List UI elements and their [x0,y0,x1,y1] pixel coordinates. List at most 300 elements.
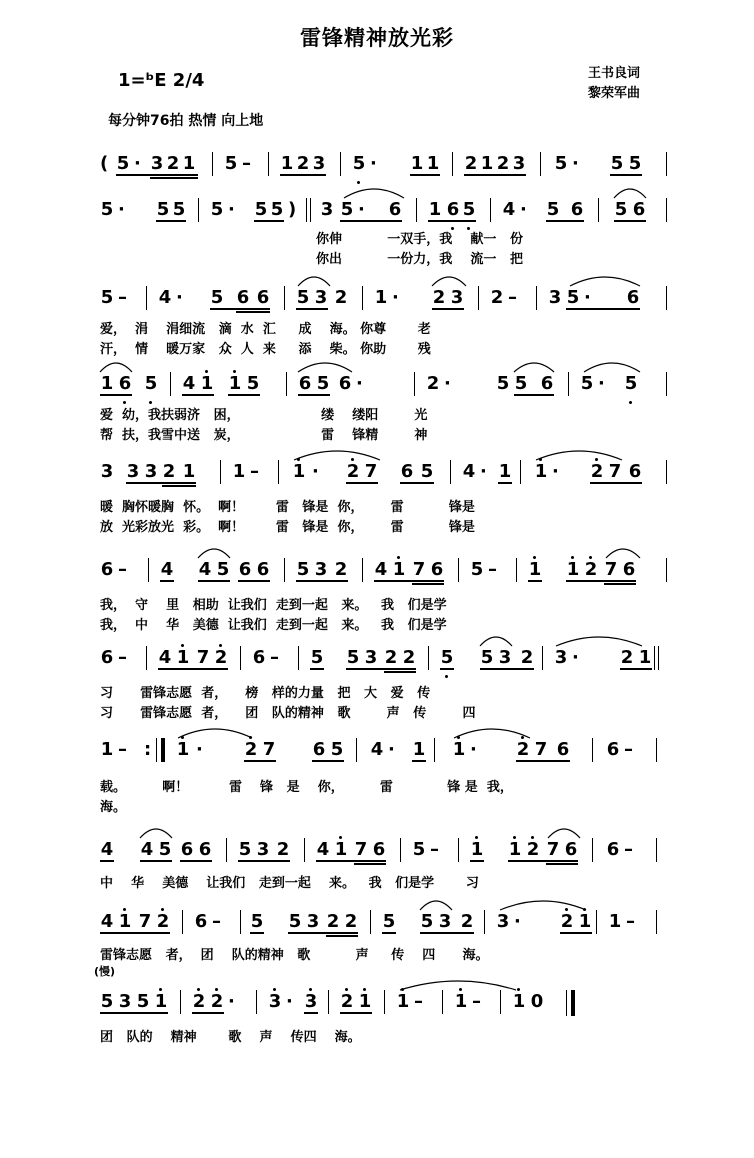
underline-eighth [620,668,652,670]
slur [298,277,330,286]
lyric-line: 放 光彩放光 彩。 啊！ 雷 锋是 你， 雷 锋是 [100,520,475,535]
note: 2 [590,461,604,482]
note: 4 [140,839,154,860]
note: 5 [156,199,170,220]
note: 5 [250,911,264,932]
bar-line [568,372,569,396]
note: 5 [546,199,560,220]
note: 6 [236,287,250,308]
note: 5 [382,911,396,932]
note: 5 [316,373,330,394]
note: 6 [198,839,212,860]
note: 2 [490,287,504,308]
note: 2 [214,647,228,668]
dash-mark: – [212,911,221,932]
bar-line [500,990,501,1014]
note: 7 [196,647,210,668]
note: 5 [462,199,476,220]
dot-mark: · [584,287,591,308]
note: 5 [136,991,150,1012]
bar-line [516,558,517,582]
note: 5 [116,153,130,174]
underline-sixteenth [326,935,358,937]
note: 1 [428,199,442,220]
note: 1 [426,153,440,174]
lyric-line: 习 雷锋志愿 者， 团 队的精神 歌 声 传 四 [100,706,476,721]
note: 7 [138,911,152,932]
note: 6 [180,839,194,860]
underline-eighth [412,760,426,762]
underline-eighth [100,394,132,396]
bar-line [666,460,667,484]
lyric-line: 你伸 一双手，我 献一 份 [316,232,523,247]
underline-eighth [480,668,534,670]
notation-row [0,734,754,774]
bar-line [592,838,593,862]
dot-mark: · [470,739,477,760]
bar-line [416,198,417,222]
dot-mark: · [358,199,365,220]
note: 5 [628,153,642,174]
note: 4 [198,559,212,580]
note: 2 [156,911,170,932]
bar-line [240,910,241,934]
bar-line [148,558,149,582]
slur [178,729,252,738]
dot-mark: · [286,991,293,1012]
bar-line [656,738,657,762]
bar-line [656,838,657,862]
underline-eighth [340,1012,372,1014]
slur [420,901,452,910]
bar-line [146,286,147,310]
note: 1 [396,991,410,1012]
note: 3 [512,153,526,174]
note: 6 [252,647,266,668]
underline-eighth [432,308,464,310]
note: 1 [100,373,114,394]
note: 1 [454,991,468,1012]
slur [536,451,622,460]
dot-mark: · [228,199,235,220]
lyric-line: 中 华 美德 让我们 走到一起 来。 我 们是学 习 [100,876,479,891]
note: 4 [374,559,388,580]
underline-eighth [298,394,330,396]
slur-layer [0,720,754,740]
octave-down-dot [445,675,448,678]
note: 4 [158,647,172,668]
note: 6 [626,287,640,308]
dash-mark: – [118,287,127,308]
underline-eighth [198,580,230,582]
octave-down-dot [629,401,632,404]
note: 5 [480,647,494,668]
note: 6 [570,199,584,220]
underline-eighth [250,932,264,934]
underline-eighth [158,668,228,670]
lyric-line: 帮 扶，我雪中送 炭， 雷 锋精 神 [100,428,428,443]
note: 6 [606,839,620,860]
dot-mark: · [118,199,125,220]
note: 4 [462,461,476,482]
lyric-line: 爱， 涓 涓细流 滴 水 汇 成 海。 你尊 老 [100,322,431,337]
bar-line [484,910,485,934]
note: 5 [288,911,302,932]
note: 1 [512,991,526,1012]
note: 3 [364,647,378,668]
underline-eighth [296,580,348,582]
bar-line [298,646,299,670]
note: 4 [160,559,174,580]
lyric-line: 我， 中 华 美德 让我们 走到一起 来。 我 们是学 [100,618,447,633]
note: 3 [268,991,282,1012]
underline-sixteenth [546,863,578,865]
lyric-line: 载。 啊！ 雷 锋 是 你， 雷 锋 是 我， [100,780,513,795]
symbol: ) [288,199,297,220]
bar-line [284,286,285,310]
note: 3 [320,199,334,220]
note: 5 [172,199,186,220]
note: 1 [176,739,190,760]
key-signature: 1=ᵇE 2/4 [118,70,205,91]
note: 6 [632,199,646,220]
note: 1 [498,461,512,482]
note: 3 [100,461,114,482]
underline-eighth [126,482,196,484]
note: 3 [554,647,568,668]
bar-line [596,910,597,934]
dot-mark: · [514,911,521,932]
underline-eighth [382,932,396,934]
note: 2 [464,153,478,174]
note: 6 [100,647,114,668]
note: 6 [430,559,444,580]
note: 3 [496,911,510,932]
bar-line [442,990,443,1014]
bar-line [304,838,305,862]
note: 1 [182,461,196,482]
note: 2 [166,153,180,174]
note: 3 [144,461,158,482]
note: 3 [118,991,132,1012]
note: 2 [346,461,360,482]
underline-eighth [464,174,526,176]
slur [298,363,352,372]
bar-line [161,738,165,762]
bar-line [146,646,147,670]
note: 5 [330,739,344,760]
slur [140,829,172,838]
underline-eighth [238,860,290,862]
note: 1 [638,647,652,668]
underline-eighth [100,860,114,862]
note: 5 [566,287,580,308]
dash-mark: – [118,559,127,580]
dot-mark: · [134,153,141,174]
dot-mark: · [176,287,183,308]
note: 2 [516,739,530,760]
underline-sixteenth [384,671,416,673]
underline-sixteenth [354,863,386,865]
bar-line [666,286,667,310]
bar-line [458,838,459,862]
dot-mark: · [356,373,363,394]
bar-line [362,558,363,582]
note: 2 [210,991,224,1012]
bar-line [592,738,593,762]
dash-mark: – [270,647,279,668]
dash-mark: – [242,153,251,174]
note: 3 [126,461,140,482]
underline-sixteenth [150,177,198,179]
symbol: ( [100,153,109,174]
note: 5 [496,373,510,394]
slur-layer [0,972,754,992]
note: 2 [432,287,446,308]
underline-eighth [100,932,170,934]
dot-mark: · [598,373,605,394]
note: 3 [498,647,512,668]
slur [198,549,230,558]
dot-mark: · [312,461,319,482]
notation-row [0,456,754,496]
underline-eighth [100,1012,168,1014]
bar-line [490,198,491,222]
bar-line [340,152,341,176]
bar-line [226,838,227,862]
bar-line [666,558,667,582]
underline-eighth [280,174,326,176]
note: 1 [182,153,196,174]
note: 1 [176,647,190,668]
slur [500,901,586,910]
slur-layer [0,180,754,200]
slur [514,363,554,372]
underline-eighth [304,1012,318,1014]
dash-mark: – [250,461,259,482]
bar-line [598,198,599,222]
note: 1 [528,559,542,580]
lyric-line: 暖 胸怀暖胸 怀。 啊！ 雷 锋是 你， 雷 锋是 [100,500,475,515]
note: 6 [540,373,554,394]
underline-eighth [374,580,444,582]
note: 1 [470,839,484,860]
underline-eighth [210,308,270,310]
dash-mark: – [626,911,635,932]
note: 5 [610,153,624,174]
lyricist-credit: 王书良词 [588,66,641,81]
underline-eighth [546,220,584,222]
note: 5 [470,559,484,580]
note: 2 [460,911,474,932]
slur [100,363,132,372]
bar-line [310,198,311,222]
note: 2 [496,153,510,174]
note: 2 [520,647,534,668]
bar-line [156,738,157,762]
note: 5 [100,991,114,1012]
note: 3 [314,559,328,580]
notation-row [0,282,754,322]
dash-mark: – [118,739,127,760]
note: 7 [546,839,560,860]
slur-layer [0,442,754,462]
underline-eighth [420,932,474,934]
note: 1 [228,373,242,394]
note: 2 [344,911,358,932]
note: 1 [608,911,622,932]
underline-sixteenth [236,311,270,313]
note: 5 [624,373,638,394]
note: 6 [622,559,636,580]
lyric-line: 你出 一份力，我 流一 把 [316,252,523,267]
note: 2 [526,839,540,860]
notation-row [0,368,754,408]
dot-mark: · [228,991,235,1012]
note: 2 [620,647,634,668]
underline-eighth [140,860,172,862]
note: 2 [334,287,348,308]
note: 5 [346,647,360,668]
underline-eighth [514,394,554,396]
bar-line [286,372,287,396]
bar-line [478,286,479,310]
tempo-marking: 每分钟76拍 热情 向上地 [108,113,264,129]
bar-line [306,198,307,222]
note: 1 [200,373,214,394]
bar-line [458,558,459,582]
dot-mark: · [196,739,203,760]
note: 6 [298,373,312,394]
underline-eighth [516,760,570,762]
bar-line [256,990,257,1014]
bar-line [170,372,171,396]
dash-mark: – [472,991,481,1012]
underline-eighth [316,860,386,862]
underline-eighth [192,1012,224,1014]
dot-mark: · [388,739,395,760]
slur-layer [0,820,754,840]
bar-line [428,646,429,670]
slur [344,189,404,198]
underline-eighth [228,394,260,396]
note: 7 [604,559,618,580]
bar-line [450,460,451,484]
note: 5 [310,647,324,668]
dash-mark: – [118,647,127,668]
underline-eighth [440,668,454,670]
underline-sixteenth [604,583,636,585]
note: 6 [256,559,270,580]
note: 7 [262,739,276,760]
lyric-line: 我， 守 里 相助 让我们 走到一起 来。 我 们是学 [100,598,447,613]
underline-eighth [346,668,416,670]
underline-eighth [156,220,186,222]
note: 6 [312,739,326,760]
dot-mark: · [480,461,487,482]
lyric-line: 汗， 情 暖万家 众 人 来 添 柴。 你助 残 [100,342,431,357]
note: 7 [412,559,426,580]
note: 5 [296,559,310,580]
note: 4 [100,839,114,860]
slur-layer [0,354,754,374]
note: 4 [182,373,196,394]
slur [606,549,640,558]
slur [570,277,640,286]
bar-line [220,460,221,484]
note: 5 [412,839,426,860]
dot-mark: · [392,287,399,308]
note: 5 [514,373,528,394]
bar-line [268,152,269,176]
underline-eighth [288,932,358,934]
underline-eighth [254,220,284,222]
note: 2 [426,373,440,394]
note: 2 [584,559,598,580]
note: 3 [314,287,328,308]
note: 5 [210,199,224,220]
note: 3 [150,153,164,174]
bar-line [434,738,435,762]
bar-line [414,372,415,396]
bar-line [452,152,453,176]
underline-eighth [180,860,212,862]
note: 5 [270,199,284,220]
note: 3 [438,911,452,932]
note: 5 [246,373,260,394]
note: 1 [358,991,372,1012]
dash-mark: – [624,739,633,760]
bar-line [536,286,537,310]
bar-line [656,910,657,934]
note: 6 [338,373,352,394]
bar-line [356,738,357,762]
slur [480,637,512,646]
slur [432,277,466,286]
note: 2 [296,153,310,174]
note: 5 [224,153,238,174]
note: 5 [210,287,224,308]
note: 1 [480,153,494,174]
slow-marking: (慢) [94,965,116,978]
bar-line [666,152,667,176]
dot-mark: · [444,373,451,394]
note: 2 [192,991,206,1012]
lyric-line: 团 队的 精神 歌 声 传四 海。 [100,1030,361,1045]
note: 1 [410,153,424,174]
note: 1 [452,739,466,760]
note: 6 [256,287,270,308]
note: 1 [118,911,132,932]
underline-eighth [346,482,378,484]
underline-eighth [244,760,276,762]
note: 5 [352,153,366,174]
slur [556,637,642,646]
underline-sixteenth [412,583,444,585]
note: 4 [502,199,516,220]
underline-eighth [160,580,174,582]
bar-line [278,460,279,484]
note: 1 [232,461,246,482]
note: 5 [420,461,434,482]
underline-eighth [566,580,636,582]
note: 3 [548,287,562,308]
bar-line [198,198,199,222]
note: 4 [316,839,330,860]
note: 4 [100,911,114,932]
note: 6 [628,461,642,482]
bar-line [400,838,401,862]
